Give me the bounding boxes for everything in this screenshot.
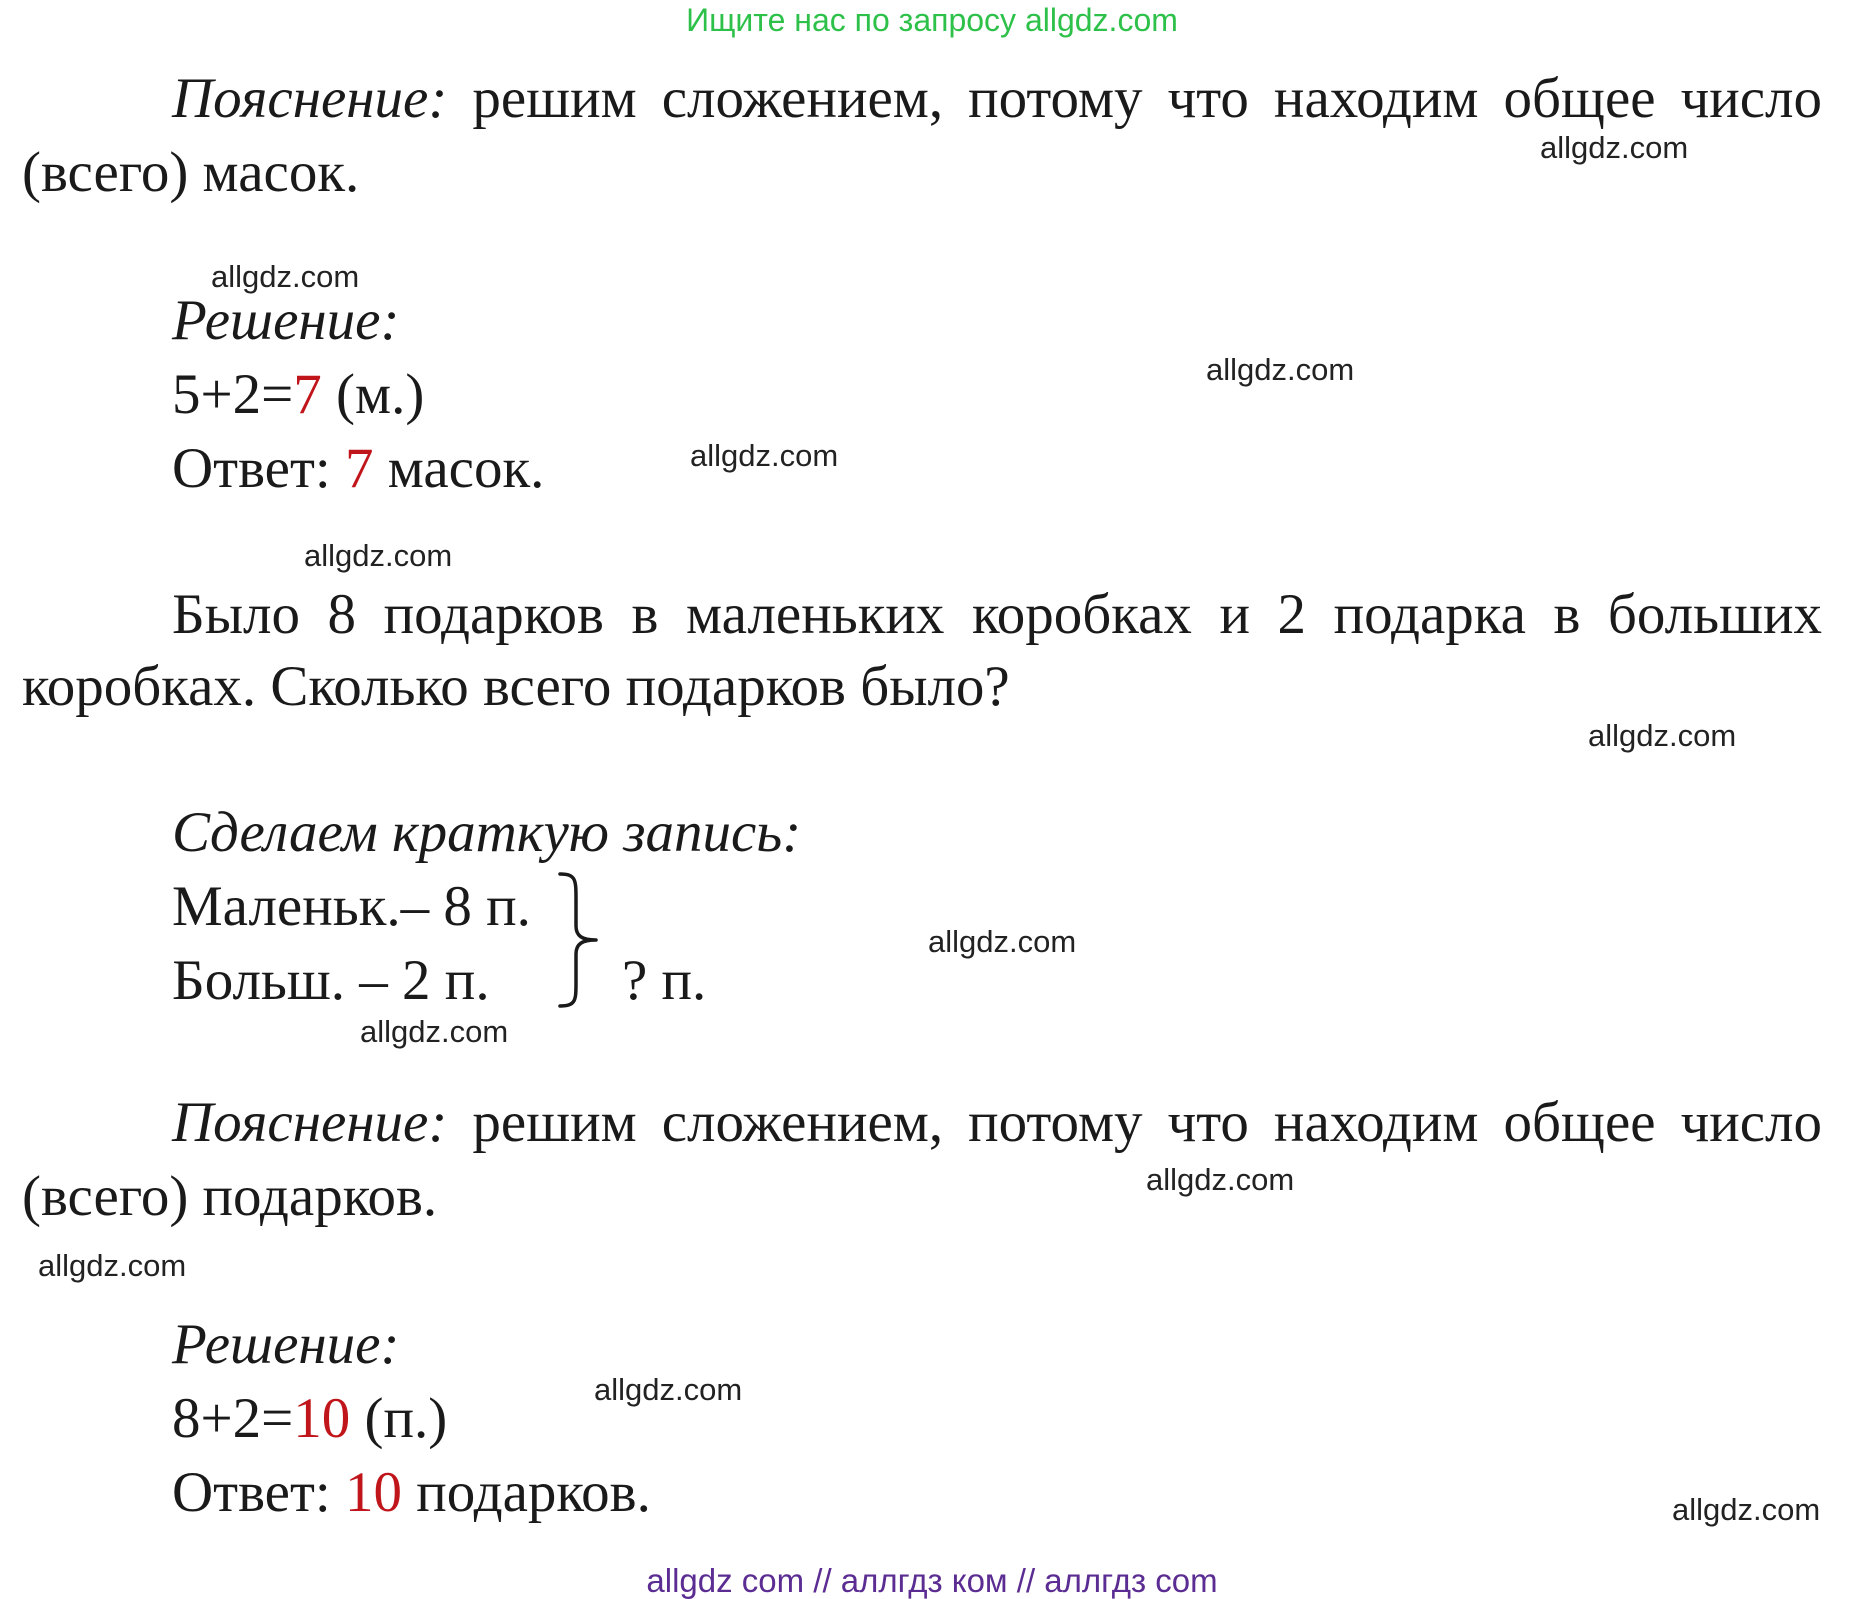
watermark: allgdz.com (594, 1372, 743, 1407)
short-record-line-1: Маленьк.– 8 п. (172, 875, 531, 938)
equation-1-prefix: 5+2= (172, 363, 294, 426)
answer-2-label: Ответ: (172, 1461, 331, 1524)
explanation-text: решим сложением, потому что находим общее число (472, 67, 1822, 130)
watermark: allgdz.com (1206, 352, 1355, 387)
solution-label-2: Решение: (172, 1313, 400, 1376)
explanation-1-line-2: (всего) масок. (22, 141, 360, 204)
short-record-label: Сделаем краткую запись: (172, 801, 802, 864)
answer-1-suffix: масок. (387, 437, 545, 500)
watermark: allgdz.com (1540, 130, 1689, 165)
explanation-1-line-1 (172, 67, 1822, 130)
equation-1-suffix: (м.) (321, 363, 425, 426)
answer-2-suffix: подарков. (416, 1461, 651, 1524)
top-banner[interactable]: Ищите нас по запросу allgdz.com (686, 2, 1178, 38)
explanation-label-2: Пояснение: (172, 1091, 448, 1154)
answer-1-value: 7 (344, 437, 374, 500)
answer-2-value: 10 (344, 1461, 402, 1524)
explanation-label: Пояснение: (172, 67, 448, 130)
solution-label-1: Решение: (172, 289, 400, 352)
explanation-2-line-2: (всего) подарков. (22, 1165, 438, 1228)
explanation-2-line-1 (172, 1091, 1822, 1154)
watermark: allgdz.com (1588, 718, 1737, 753)
watermark: allgdz.com (928, 924, 1077, 959)
answer-1-label: Ответ: (172, 437, 331, 500)
watermark: allgdz.com (1146, 1162, 1295, 1197)
equation-1 (172, 363, 425, 426)
equation-1-result: 7 (293, 363, 322, 426)
watermark: allgdz.com (690, 438, 839, 473)
equation-2-prefix: 8+2= (172, 1387, 294, 1450)
equation-2-suffix: (п.) (350, 1387, 448, 1450)
short-record-question: ? п. (622, 949, 707, 1012)
problem-2-line-2: коробках. Сколько всего подарков было? (22, 655, 1010, 718)
explanation-text-2: решим сложением, потому что находим общее число (472, 1091, 1822, 1154)
answer-1 (172, 437, 545, 500)
watermark: allgdz.com (1672, 1492, 1821, 1527)
equation-2-result: 10 (293, 1387, 351, 1450)
answer-2 (172, 1461, 651, 1524)
curly-brace-icon (556, 870, 602, 1010)
problem-2-line-1: Было 8 подарков в маленьких коробках и 2 подарка в больших (172, 583, 1822, 646)
watermark: allgdz.com (304, 538, 453, 573)
watermark: allgdz.com (211, 259, 360, 294)
equation-2 (172, 1387, 448, 1450)
watermark: allgdz.com (360, 1014, 509, 1049)
watermark: allgdz.com (38, 1248, 187, 1283)
short-record-line-2: Больш. – 2 п. (172, 949, 490, 1012)
bottom-banner[interactable]: allgdz com // аллгдз ком // аллгдз com (646, 1562, 1218, 1599)
